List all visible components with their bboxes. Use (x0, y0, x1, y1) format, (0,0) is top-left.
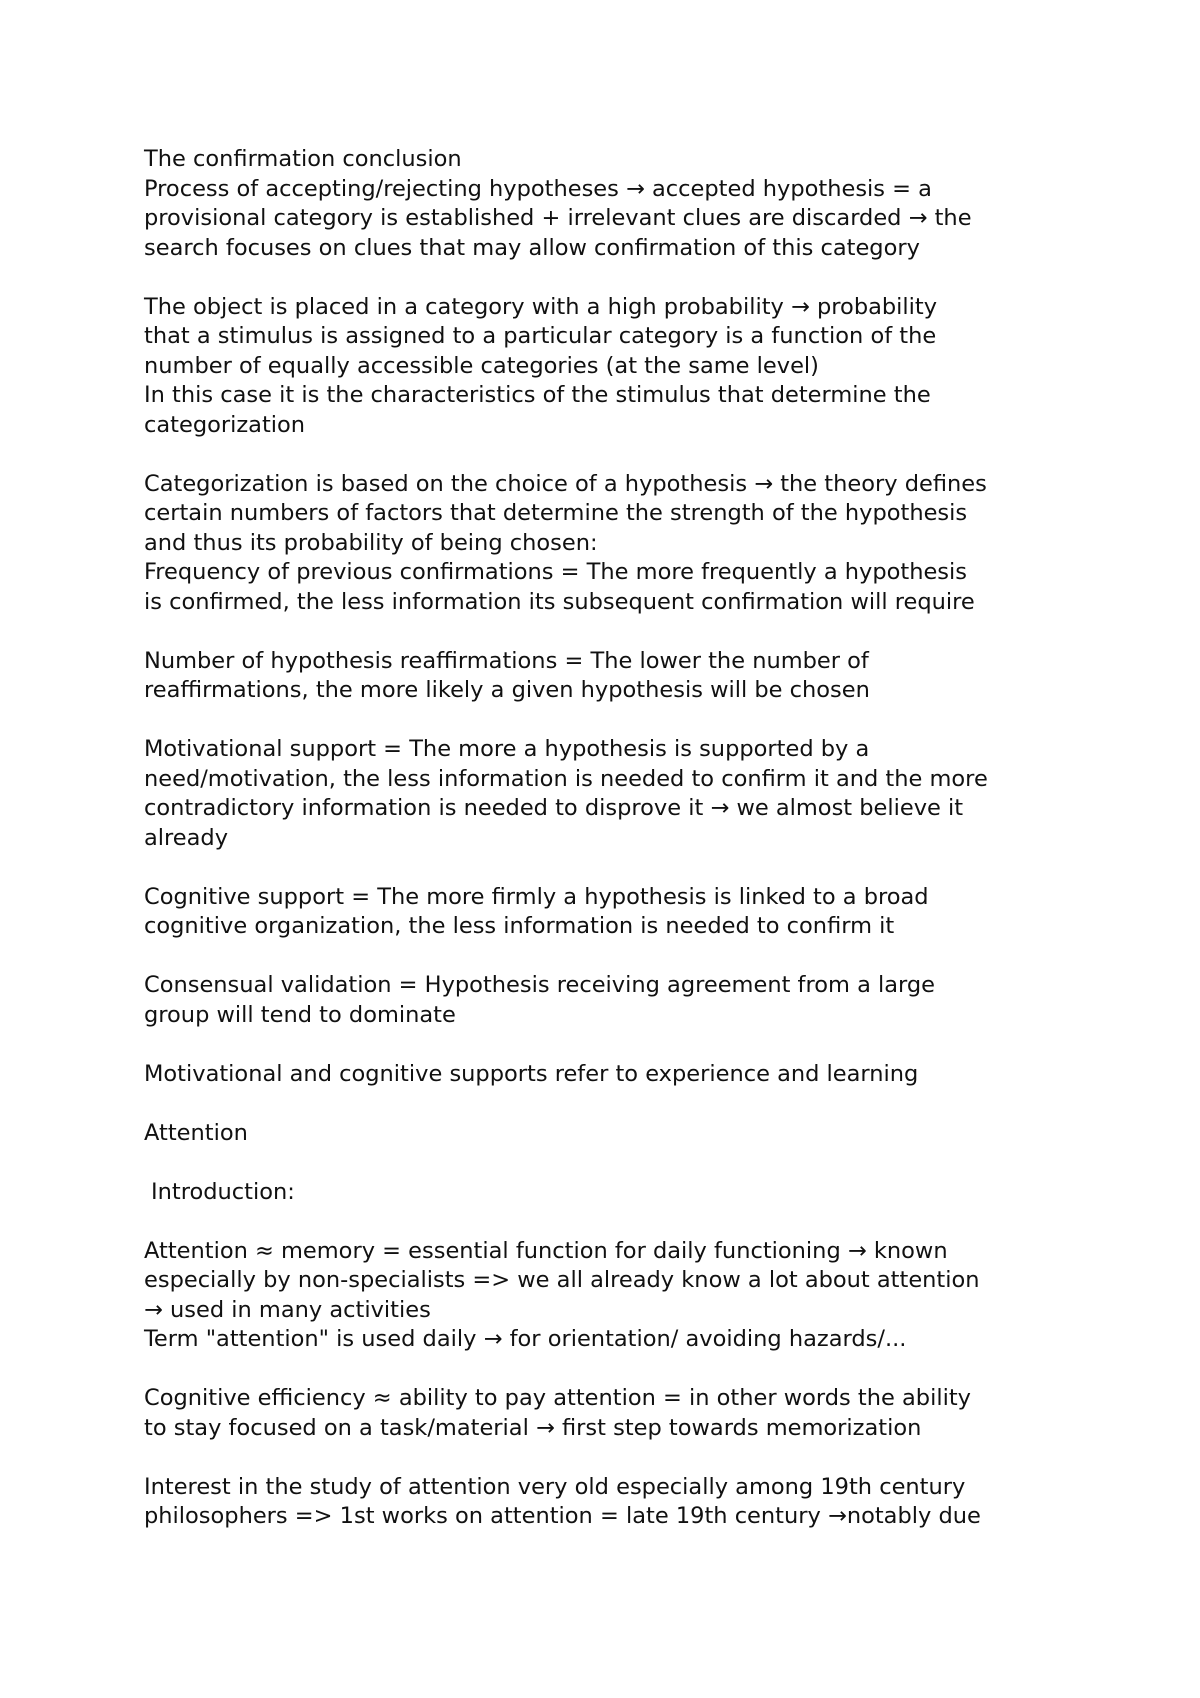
paragraph-reaffirmations (144, 647, 1104, 706)
paragraph-history (144, 1473, 1104, 1532)
text-line: Cognitive support = The more firmly a hypothesis is linked to a broad (144, 883, 929, 910)
text-line: Attention ≈ memory = essential function for daily functioning → known (144, 1237, 948, 1264)
text-line: Term "attention" is used daily → for orientation/ avoiding hazards/... (144, 1326, 907, 1352)
text-line: need/motivation, the less information is needed to confirm it and the more (144, 765, 988, 792)
subsection-heading: Introduction: (151, 1178, 295, 1205)
text-line: contradictory information is needed to disprove it → we almost believe it (144, 795, 964, 821)
text-line: is confirmed, the less information its subsequent confirmation will require (144, 588, 975, 615)
paragraph-hypothesis-choice (144, 470, 1104, 618)
text-line: Cognitive efficiency ≈ ability to pay attention = in other words the ability (144, 1385, 971, 1411)
text-line: → used in many activities (144, 1296, 431, 1323)
text-line: Consensual validation = Hypothesis receiving agreement from a large (144, 972, 936, 998)
text-line: group will tend to dominate (144, 1001, 456, 1028)
text-line: certain numbers of factors that determine the strength of the hypothesis (144, 500, 968, 526)
text-line: Interest in the study of attention very old especially among 19th century (144, 1473, 966, 1500)
paragraph-confirmation-conclusion (144, 145, 1104, 263)
text-line: Motivational and cognitive supports refer to experience and learning (144, 1060, 919, 1087)
text-line: philosophers => 1st works on attention = late 19th century →notably due (144, 1503, 981, 1529)
text-line: Number of hypothesis reaffirmations = The lower the number of (144, 647, 869, 674)
paragraph-introduction-heading (144, 1178, 1104, 1208)
text-line: Motivational support = The more a hypothesis is supported by a (144, 736, 870, 762)
document-page (144, 145, 1104, 1561)
section-heading: The confirmation conclusion (144, 146, 462, 172)
text-line: to stay focused on a task/material → first step towards memorization (144, 1414, 922, 1441)
text-line: reaffirmations, the more likely a given hypothesis will be chosen (144, 677, 870, 703)
text-line: The object is placed in a category with a high probability → probability (144, 293, 938, 320)
text-line: that a stimulus is assigned to a particular category is a function of the (144, 323, 937, 349)
paragraph-cognitive-support (144, 883, 1104, 942)
paragraph-attention-heading (144, 1119, 1104, 1149)
paragraph-cognitive-efficiency (144, 1384, 1104, 1443)
text-line: especially by non-specialists => we all already know a lot about attention (144, 1267, 980, 1293)
text-line: number of equally accessible categories (at the same level) (144, 352, 819, 379)
paragraph-attention-memory (144, 1237, 1104, 1355)
text-line: In this case it is the characteristics of the stimulus that determine the (144, 382, 931, 408)
paragraph-motivational-support (144, 735, 1104, 853)
paragraph-consensual-validation (144, 971, 1104, 1030)
text-line: Process of accepting/rejecting hypotheses → accepted hypothesis = a (144, 175, 932, 202)
text-line: categorization (144, 411, 306, 438)
text-line: Categorization is based on the choice of a hypothesis → the theory defines (144, 470, 987, 497)
text-line: already (144, 824, 229, 851)
text-line: cognitive organization, the less information is needed to confirm it (144, 913, 895, 939)
text-line: and thus its probability of being chosen: (144, 529, 598, 556)
paragraph-category-probability (144, 293, 1104, 441)
text-line: Frequency of previous confirmations = The more frequently a hypothesis (144, 559, 968, 585)
paragraph-supports-summary (144, 1060, 1104, 1090)
text-line: search focuses on clues that may allow confirmation of this category (144, 234, 920, 261)
section-heading: Attention (144, 1119, 248, 1146)
text-line: provisional category is established + irrelevant clues are discarded → the (144, 205, 972, 231)
